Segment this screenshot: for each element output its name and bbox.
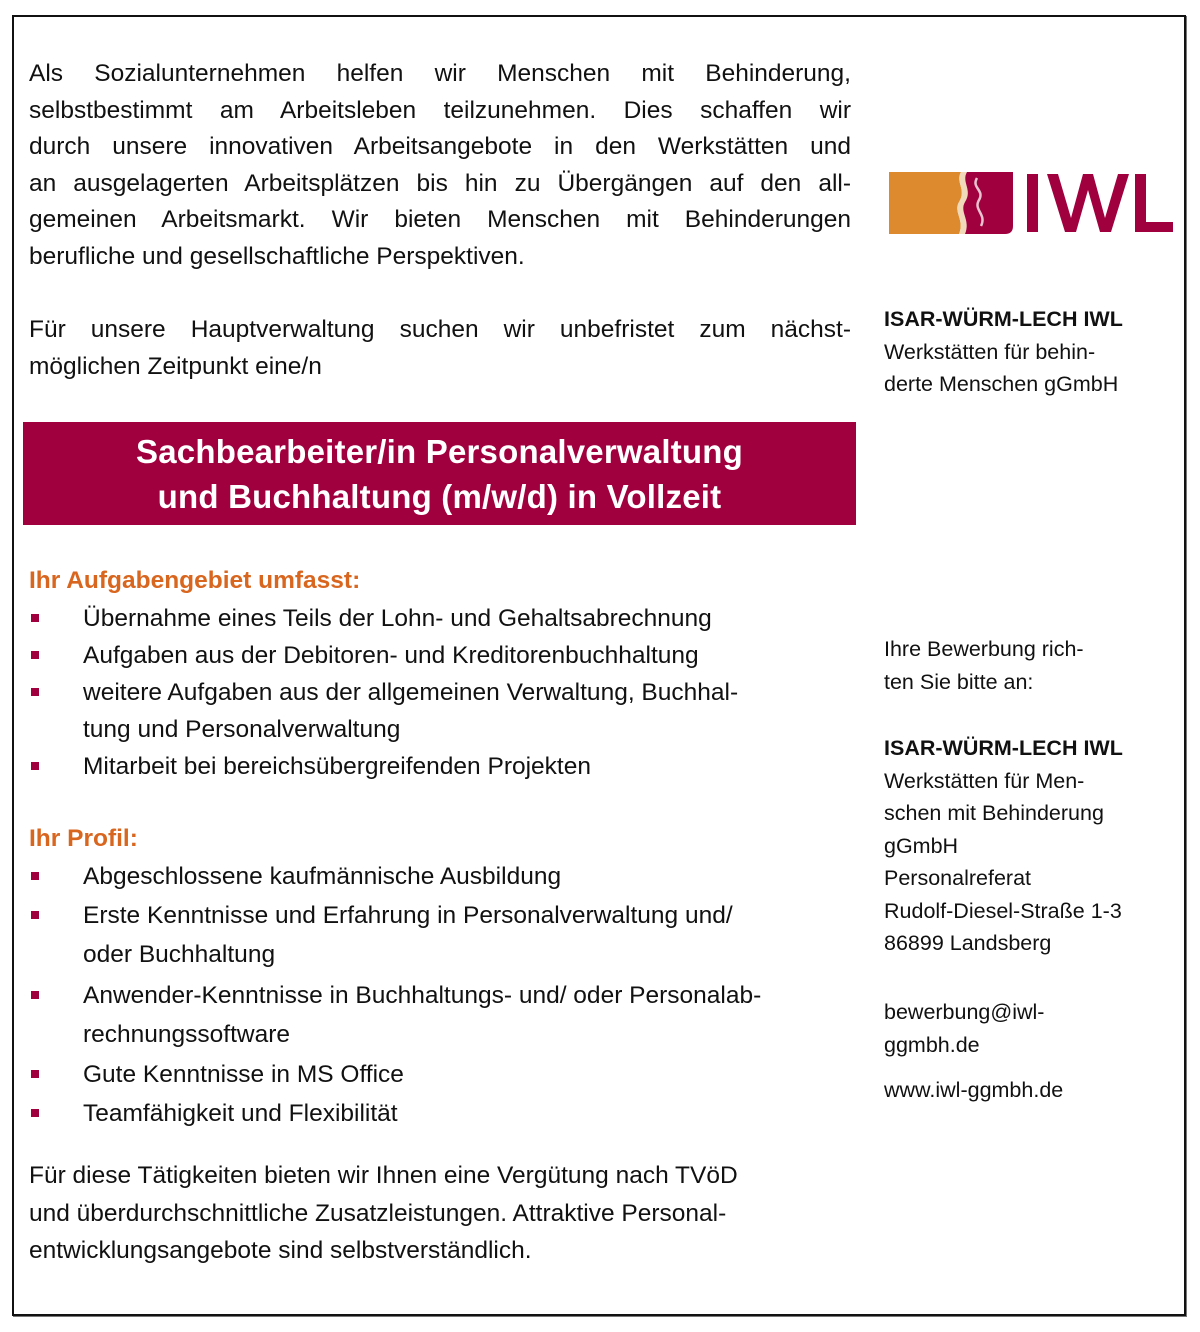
website-link[interactable] xyxy=(884,1074,1184,1107)
address-line: Personalreferat xyxy=(884,866,1031,890)
intro-line: selbstbestimmt am Arbeitsleben teilzunehmen. Dies schaffen wir xyxy=(29,96,851,124)
company-name: ISAR-WÜRM-LECH IWL xyxy=(884,307,1123,331)
square-bullet-icon xyxy=(31,762,39,770)
intro-line: an ausgelagerten Arbeitsplätzen bis hin zu Übergängen auf den all- xyxy=(29,169,851,197)
application-address xyxy=(884,732,1184,960)
email-line[interactable]: ggmbh.de xyxy=(884,1032,980,1057)
square-bullet-icon xyxy=(31,911,39,919)
address-line: Rudolf-Diesel-Straße 1-3 xyxy=(884,898,1122,923)
task-item: Aufgaben aus der Debitoren- und Kreditorenbuchhaltung xyxy=(29,637,851,674)
job-title-line-1: Sachbearbeiter/in Personalverwaltung xyxy=(136,432,743,470)
address-line: gGmbH xyxy=(884,833,959,858)
square-bullet-icon xyxy=(31,991,39,999)
search-intro-line: Für unsere Hauptverwaltung suchen wir unbefristet zum nächst- xyxy=(29,316,851,343)
company-subtitle-line: Werkstätten für behin- xyxy=(884,339,1096,364)
company-block xyxy=(884,303,1184,401)
tasks-heading: Ihr Aufgabengebiet umfasst: xyxy=(29,567,361,594)
task-item: Mitarbeit bei bereichsübergreifenden Projekten xyxy=(29,748,851,785)
profile-list xyxy=(29,857,851,1133)
address-line: schen mit Behinderung xyxy=(884,801,1104,825)
address-line: Werkstätten für Men- xyxy=(884,768,1085,793)
square-bullet-icon xyxy=(31,614,39,622)
offer-line: entwicklungsangebote sind selbstverständlich. xyxy=(29,1237,532,1264)
profile-item: Anwender-Kenntnisse in Buchhaltungs- und/ oder Personalab- rechnungssoftware xyxy=(29,976,851,1054)
intro-line: gemeinen Arbeitsmarkt. Wir bieten Menschen mit Behinderungen xyxy=(29,206,851,233)
intro-paragraph xyxy=(29,56,851,275)
square-bullet-icon xyxy=(31,1070,39,1078)
email-line[interactable]: bewerbung@iwl- xyxy=(884,1000,1045,1024)
application-company-name: ISAR-WÜRM-LECH IWL xyxy=(884,736,1123,760)
job-title-banner xyxy=(23,422,856,525)
application-intro-line: Ihre Bewerbung rich- xyxy=(884,637,1084,661)
iwl-logo-icon xyxy=(885,168,1175,238)
job-title-line-2: und Buchhaltung (m/w/d) in Vollzeit xyxy=(157,477,722,515)
square-bullet-icon xyxy=(31,872,39,880)
iwl-logo xyxy=(885,168,1175,238)
offer-line: Für diese Tätigkeiten bieten wir Ihnen eine Vergütung nach TVöD xyxy=(29,1162,738,1189)
application-email-link[interactable] xyxy=(884,996,1184,1061)
intro-line: berufliche und gesellschaftliche Perspektiven. xyxy=(29,242,525,270)
address-line: 86899 Landsberg xyxy=(884,931,1052,955)
offer-line: und überdurchschnittliche Zusatzleistungen. Attraktive Personal- xyxy=(29,1199,727,1227)
square-bullet-icon xyxy=(31,651,39,659)
offer-paragraph xyxy=(29,1157,851,1270)
square-bullet-icon xyxy=(31,688,39,696)
intro-line: durch unsere innovativen Arbeitsangebote in den Werkstätten und xyxy=(29,133,851,160)
search-intro-line: möglichen Zeitpunkt eine/n xyxy=(29,352,322,380)
application-intro xyxy=(884,633,1184,698)
website-text[interactable]: www.iwl-ggmbh.de xyxy=(884,1078,1064,1102)
profile-item: Abgeschlossene kaufmännische Ausbildung xyxy=(29,857,851,896)
square-bullet-icon xyxy=(31,1109,39,1117)
search-intro-paragraph xyxy=(29,312,851,385)
company-subtitle-line: derte Menschen gGmbH xyxy=(884,372,1119,396)
tasks-list xyxy=(29,600,851,785)
profile-heading: Ihr Profil: xyxy=(29,825,138,852)
task-item: weitere Aufgaben aus der allgemeinen Verwaltung, Buchhal- tung und Personalverwaltung xyxy=(29,674,851,748)
profile-item: Gute Kenntnisse in MS Office xyxy=(29,1055,851,1094)
intro-line: Als Sozialunternehmen helfen wir Menschen mit Behinderung, xyxy=(29,60,851,87)
application-intro-line: ten Sie bitte an: xyxy=(884,669,1034,694)
profile-item: Teamfähigkeit und Flexibilität xyxy=(29,1094,851,1133)
profile-item: Erste Kenntnisse und Erfahrung in Personalverwaltung und/ oder Buchhaltung xyxy=(29,896,851,974)
task-item: Übernahme eines Teils der Lohn- und Gehaltsabrechnung xyxy=(29,600,851,637)
